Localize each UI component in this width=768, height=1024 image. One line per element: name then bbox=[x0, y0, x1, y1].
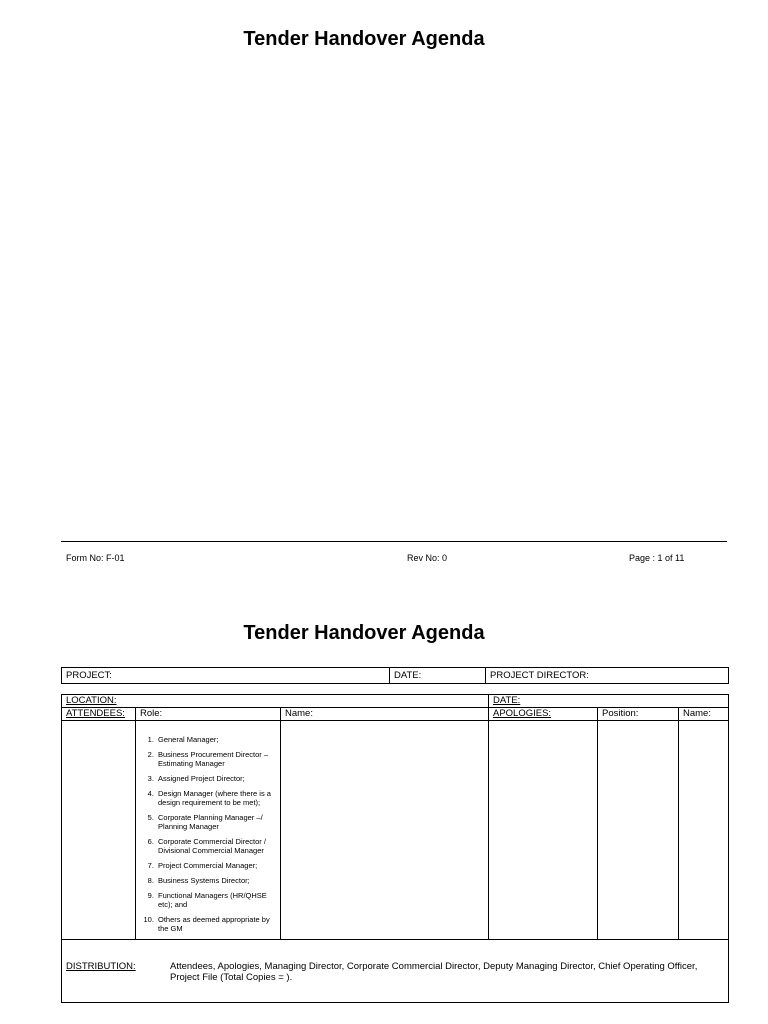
distribution-label: DISTRIBUTION: bbox=[66, 961, 136, 972]
page-title-2: Tender Handover Agenda bbox=[243, 622, 485, 644]
page-number: Page : 1 of 11 bbox=[629, 553, 685, 563]
role-header: Role: bbox=[136, 708, 281, 721]
role-item: 4. Design Manager (where there is a design requirement to be met); bbox=[156, 789, 274, 807]
revision-number: Rev No: 0 bbox=[407, 553, 448, 563]
attendance-table bbox=[61, 694, 729, 1003]
role-item: 9. Functional Managers (HR/QHSE etc); and bbox=[156, 891, 274, 909]
name-header-2: Name: bbox=[679, 708, 729, 721]
names-cell-2 bbox=[679, 721, 729, 940]
role-item: 1. General Manager; bbox=[156, 735, 274, 744]
roles-list bbox=[136, 721, 280, 933]
role-item: 8. Business Systems Director; bbox=[156, 876, 274, 885]
distribution-text: Attendees, Apologies, Managing Director, Corporate Commercial Director, Deputy Managing Director, Chief Operating Officer, Project File (Total Copies = ). bbox=[170, 961, 698, 983]
project-info-table bbox=[61, 667, 729, 684]
role-item: 3. Assigned Project Director; bbox=[156, 774, 274, 783]
names-cell bbox=[281, 721, 489, 940]
role-item: 10. Others as deemed appropriate by the GM bbox=[156, 915, 274, 933]
page-title: Tender Handover Agenda bbox=[243, 28, 485, 50]
form-number: Form No: F-01 bbox=[66, 553, 125, 563]
attendees-cell bbox=[62, 721, 136, 940]
roles-cell bbox=[136, 721, 281, 940]
role-item: 2. Business Procurement Director – Estimating Manager bbox=[156, 750, 274, 768]
position-header: Position: bbox=[598, 708, 679, 721]
role-item: 7. Project Commercial Manager; bbox=[156, 861, 274, 870]
positions-cell bbox=[598, 721, 679, 940]
apologies-header: APOLOGIES: bbox=[489, 708, 598, 721]
distribution-row bbox=[62, 940, 729, 1003]
apologies-cell bbox=[489, 721, 598, 940]
project-label: PROJECT: bbox=[62, 668, 390, 684]
attendees-header: ATTENDEES: bbox=[62, 708, 136, 721]
role-item: 5. Corporate Planning Manager –/ Planning Manager bbox=[156, 813, 274, 831]
footer-divider bbox=[61, 541, 727, 542]
date-label: DATE: bbox=[390, 668, 486, 684]
name-header: Name: bbox=[281, 708, 489, 721]
location-label: LOCATION: bbox=[62, 695, 489, 708]
role-item: 6. Corporate Commercial Director / Divisional Commercial Manager bbox=[156, 837, 274, 855]
project-director-label: PROJECT DIRECTOR: bbox=[486, 668, 729, 684]
date-right-label: DATE: bbox=[489, 695, 729, 708]
